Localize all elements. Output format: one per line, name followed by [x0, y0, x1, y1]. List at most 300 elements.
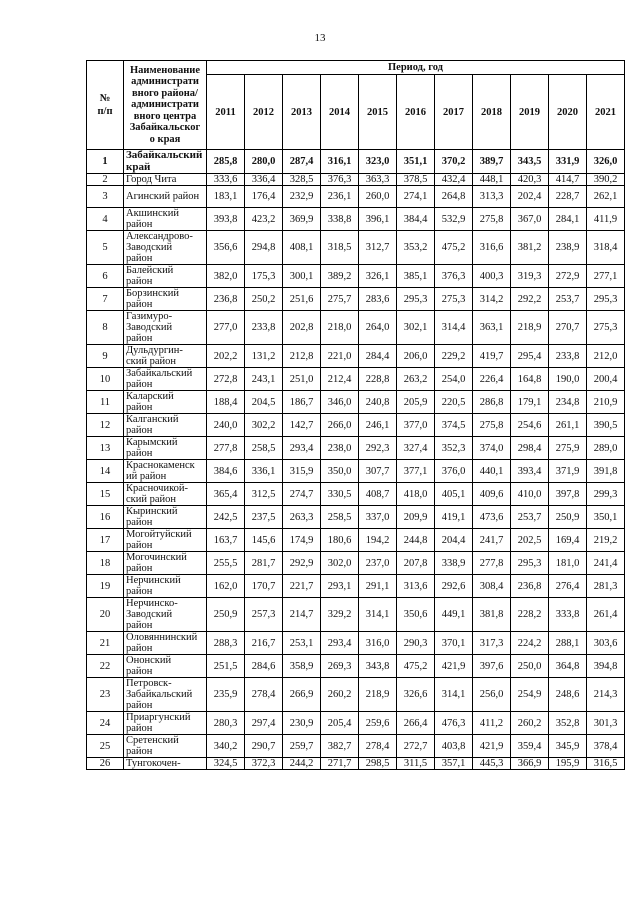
value-cell: 350,6 [397, 598, 435, 632]
value-cell: 366,9 [511, 758, 549, 770]
value-cell: 302,2 [245, 414, 283, 437]
district-name-line: Тунгокочен- [126, 758, 181, 769]
value-cell: 221,0 [321, 345, 359, 368]
district-name [124, 437, 207, 460]
value-cell: 475,2 [397, 655, 435, 678]
district-name-line: Забайкальский [126, 149, 203, 161]
value-cell: 266,4 [397, 712, 435, 735]
value-cell: 319,3 [511, 265, 549, 288]
value-cell: 216,7 [245, 632, 283, 655]
table-row [87, 483, 625, 506]
value-cell: 397,6 [473, 655, 511, 678]
district-name-line: район [126, 746, 153, 757]
value-cell: 473,6 [473, 506, 511, 529]
value-cell: 235,9 [207, 678, 245, 712]
value-cell: 298,5 [359, 758, 397, 770]
value-cell: 260,2 [321, 678, 359, 712]
district-name-line: Забайкальский [126, 689, 193, 700]
header-name-line: Забайкальског [129, 122, 201, 134]
row-number: 11 [87, 391, 124, 414]
value-cell: 188,4 [207, 391, 245, 414]
value-cell: 250,0 [511, 655, 549, 678]
value-cell: 266,9 [283, 678, 321, 712]
value-cell: 234,8 [549, 391, 587, 414]
district-name-line: район [126, 540, 153, 551]
value-cell: 381,2 [511, 231, 549, 265]
district-name [124, 712, 207, 735]
value-cell: 253,1 [283, 632, 321, 655]
value-cell: 314,4 [435, 311, 473, 345]
district-name-line: Город Чита [126, 174, 177, 185]
value-cell: 207,8 [397, 552, 435, 575]
value-cell: 255,5 [207, 552, 245, 575]
value-cell: 228,7 [549, 186, 587, 208]
header-number-line: № [99, 93, 111, 104]
value-cell: 131,2 [245, 345, 283, 368]
value-cell: 313,3 [473, 186, 511, 208]
value-cell: 384,4 [397, 208, 435, 231]
header-name-line: вного центра [133, 110, 197, 122]
value-cell: 272,7 [397, 735, 435, 758]
district-name-line: Каларский [126, 391, 174, 402]
district-name [124, 552, 207, 575]
value-cell: 251,6 [283, 288, 321, 311]
value-cell: 338,8 [321, 208, 359, 231]
value-cell: 371,9 [549, 460, 587, 483]
table-row [87, 712, 625, 735]
value-cell: 377,0 [397, 414, 435, 437]
table-row [87, 506, 625, 529]
value-cell: 445,3 [473, 758, 511, 770]
header-number-line: п/п [97, 106, 113, 117]
value-cell: 295,4 [511, 345, 549, 368]
value-cell: 377,1 [397, 460, 435, 483]
value-cell: 376,0 [435, 460, 473, 483]
value-cell: 374,5 [435, 414, 473, 437]
district-name-line: Дульдургин- [126, 345, 183, 356]
value-cell: 312,7 [359, 231, 397, 265]
value-cell: 330,5 [321, 483, 359, 506]
value-cell: 293,4 [321, 632, 359, 655]
value-cell: 410,0 [511, 483, 549, 506]
row-number: 2 [87, 174, 124, 186]
value-cell: 390,5 [587, 414, 625, 437]
value-cell: 378,5 [397, 174, 435, 186]
value-cell: 214,3 [587, 678, 625, 712]
value-cell: 414,7 [549, 174, 587, 186]
district-name [124, 678, 207, 712]
value-cell: 202,5 [511, 529, 549, 552]
row-number: 6 [87, 265, 124, 288]
district-name-line: Балейский [126, 265, 174, 276]
value-cell: 475,2 [435, 231, 473, 265]
value-cell: 258,5 [245, 437, 283, 460]
district-name-line: район [126, 425, 153, 436]
value-cell: 236,8 [207, 288, 245, 311]
table-row [87, 678, 625, 712]
value-cell: 237,0 [359, 552, 397, 575]
value-cell: 281,7 [245, 552, 283, 575]
value-cell: 326,0 [587, 150, 625, 174]
value-cell: 333,6 [207, 174, 245, 186]
table-row [87, 311, 625, 345]
value-cell: 209,9 [397, 506, 435, 529]
district-name-line: Оловяннинский [126, 632, 198, 643]
value-cell: 275,9 [549, 437, 587, 460]
value-cell: 224,2 [511, 632, 549, 655]
value-cell: 241,4 [587, 552, 625, 575]
district-name-line: район [126, 700, 153, 711]
value-cell: 394,8 [587, 655, 625, 678]
value-cell: 292,3 [359, 437, 397, 460]
header-name-line: Наименование [130, 64, 200, 76]
row-number: 1 [87, 150, 124, 174]
table-row [87, 368, 625, 391]
value-cell: 261,4 [587, 598, 625, 632]
value-cell: 343,5 [511, 150, 549, 174]
value-cell: 275,8 [473, 414, 511, 437]
value-cell: 212,4 [321, 368, 359, 391]
value-cell: 290,7 [245, 735, 283, 758]
value-cell: 175,3 [245, 265, 283, 288]
value-cell: 385,1 [397, 265, 435, 288]
value-cell: 337,0 [359, 506, 397, 529]
value-cell: 244,2 [283, 758, 321, 770]
table-body [87, 150, 625, 770]
district-name-line: Нерчинско- [126, 598, 178, 609]
value-cell: 221,7 [283, 575, 321, 598]
value-cell: 294,8 [245, 231, 283, 265]
value-cell: 262,1 [587, 186, 625, 208]
table-row [87, 391, 625, 414]
value-cell: 291,1 [359, 575, 397, 598]
district-name-line: Борзинский [126, 288, 180, 299]
table-row [87, 632, 625, 655]
table-row [87, 460, 625, 483]
value-cell: 300,1 [283, 265, 321, 288]
value-cell: 277,8 [207, 437, 245, 460]
value-cell: 336,1 [245, 460, 283, 483]
value-cell: 293,1 [321, 575, 359, 598]
value-cell: 356,6 [207, 231, 245, 265]
value-cell: 218,9 [511, 311, 549, 345]
value-cell: 352,8 [549, 712, 587, 735]
value-cell: 275,3 [435, 288, 473, 311]
value-cell: 236,8 [511, 575, 549, 598]
district-name-line: Заводский [126, 242, 173, 253]
district-name [124, 598, 207, 632]
value-cell: 316,5 [587, 758, 625, 770]
row-number: 14 [87, 460, 124, 483]
district-name-line: район [126, 379, 153, 390]
table-row [87, 735, 625, 758]
value-cell: 253,7 [549, 288, 587, 311]
district-name-line: Нерчинский [126, 575, 181, 586]
row-number: 13 [87, 437, 124, 460]
value-cell: 261,1 [549, 414, 587, 437]
value-cell: 232,9 [283, 186, 321, 208]
value-cell: 275,8 [473, 208, 511, 231]
value-cell: 274,7 [283, 483, 321, 506]
value-cell: 297,4 [245, 712, 283, 735]
value-cell: 260,0 [359, 186, 397, 208]
row-number: 22 [87, 655, 124, 678]
value-cell: 323,0 [359, 150, 397, 174]
value-cell: 411,2 [473, 712, 511, 735]
table-row [87, 598, 625, 632]
header-year: 2019 [511, 75, 549, 150]
value-cell: 237,5 [245, 506, 283, 529]
value-cell: 183,1 [207, 186, 245, 208]
header-year: 2012 [245, 75, 283, 150]
value-cell: 340,2 [207, 735, 245, 758]
district-name-line: Забайкальский [126, 368, 193, 379]
district-name-line: район [126, 666, 153, 677]
value-cell: 390,2 [587, 174, 625, 186]
table-row [87, 150, 625, 174]
table-row [87, 552, 625, 575]
district-name [124, 288, 207, 311]
value-cell: 303,6 [587, 632, 625, 655]
district-name-line: Могойтуйский [126, 529, 192, 540]
table-row [87, 174, 625, 186]
value-cell: 382,7 [321, 735, 359, 758]
value-cell: 179,1 [511, 391, 549, 414]
value-cell: 180,6 [321, 529, 359, 552]
value-cell: 298,4 [511, 437, 549, 460]
district-name [124, 186, 207, 208]
table-row [87, 345, 625, 368]
district-name-line: Калганский [126, 414, 179, 425]
value-cell: 280,0 [245, 150, 283, 174]
table-row [87, 437, 625, 460]
value-cell: 318,5 [321, 231, 359, 265]
value-cell: 391,8 [587, 460, 625, 483]
row-number: 9 [87, 345, 124, 368]
value-cell: 317,3 [473, 632, 511, 655]
value-cell: 269,3 [321, 655, 359, 678]
value-cell: 532,9 [435, 208, 473, 231]
value-cell: 397,8 [549, 483, 587, 506]
district-name-line: ий район [126, 471, 167, 482]
value-cell: 240,8 [359, 391, 397, 414]
value-cell: 241,7 [473, 529, 511, 552]
value-cell: 333,8 [549, 598, 587, 632]
row-number: 12 [87, 414, 124, 437]
value-cell: 218,9 [359, 678, 397, 712]
value-cell: 312,5 [245, 483, 283, 506]
value-cell: 259,6 [359, 712, 397, 735]
value-cell: 233,8 [549, 345, 587, 368]
value-cell: 314,1 [435, 678, 473, 712]
value-cell: 449,1 [435, 598, 473, 632]
row-number: 16 [87, 506, 124, 529]
value-cell: 228,8 [359, 368, 397, 391]
value-cell: 242,5 [207, 506, 245, 529]
value-cell: 246,1 [359, 414, 397, 437]
value-cell: 248,6 [549, 678, 587, 712]
value-cell: 257,3 [245, 598, 283, 632]
value-cell: 346,0 [321, 391, 359, 414]
value-cell: 251,0 [283, 368, 321, 391]
value-cell: 280,3 [207, 712, 245, 735]
value-cell: 238,0 [321, 437, 359, 460]
value-cell: 281,3 [587, 575, 625, 598]
value-cell: 219,2 [587, 529, 625, 552]
district-name-line: Заводский [126, 322, 173, 333]
row-number: 15 [87, 483, 124, 506]
value-cell: 292,9 [283, 552, 321, 575]
header-year: 2016 [397, 75, 435, 150]
value-cell: 324,5 [207, 758, 245, 770]
district-name-line: район [126, 586, 153, 597]
district-name [124, 529, 207, 552]
value-cell: 277,0 [207, 311, 245, 345]
value-cell: 277,8 [473, 552, 511, 575]
value-cell: 370,1 [435, 632, 473, 655]
value-cell: 411,9 [587, 208, 625, 231]
value-cell: 384,6 [207, 460, 245, 483]
value-cell: 326,6 [397, 678, 435, 712]
value-cell: 276,4 [549, 575, 587, 598]
value-cell: 254,0 [435, 368, 473, 391]
district-name-line: район [126, 253, 153, 264]
district-name-line: район [126, 723, 153, 734]
value-cell: 295,3 [587, 288, 625, 311]
header-name [124, 61, 207, 150]
district-name-line: район [126, 643, 153, 654]
header-name-line: вного района/ [132, 87, 198, 99]
district-name [124, 414, 207, 437]
value-cell: 228,2 [511, 598, 549, 632]
value-cell: 350,1 [587, 506, 625, 529]
district-name-line: Могочинский [126, 552, 187, 563]
header-year: 2018 [473, 75, 511, 150]
header-year: 2013 [283, 75, 321, 150]
district-name-line: район [126, 299, 153, 310]
value-cell: 212,0 [587, 345, 625, 368]
row-number: 17 [87, 529, 124, 552]
value-cell: 389,7 [473, 150, 511, 174]
value-cell: 170,7 [245, 575, 283, 598]
value-cell: 244,8 [397, 529, 435, 552]
table-row [87, 231, 625, 265]
value-cell: 164,8 [511, 368, 549, 391]
value-cell: 295,3 [511, 552, 549, 575]
value-cell: 258,5 [321, 506, 359, 529]
value-cell: 351,1 [397, 150, 435, 174]
value-cell: 372,3 [245, 758, 283, 770]
value-cell: 195,9 [549, 758, 587, 770]
value-cell: 314,1 [359, 598, 397, 632]
value-cell: 420,3 [511, 174, 549, 186]
value-cell: 418,0 [397, 483, 435, 506]
table-row [87, 575, 625, 598]
value-cell: 315,9 [283, 460, 321, 483]
district-name [124, 575, 207, 598]
value-cell: 289,0 [587, 437, 625, 460]
value-cell: 229,2 [435, 345, 473, 368]
value-cell: 272,9 [549, 265, 587, 288]
district-name-line: район [126, 402, 153, 413]
value-cell: 286,8 [473, 391, 511, 414]
value-cell: 376,3 [435, 265, 473, 288]
data-table [86, 60, 625, 770]
district-name [124, 150, 207, 174]
header-row-period [87, 61, 625, 75]
row-number: 5 [87, 231, 124, 265]
header-year: 2021 [587, 75, 625, 150]
value-cell: 226,4 [473, 368, 511, 391]
table-row [87, 529, 625, 552]
value-cell: 256,0 [473, 678, 511, 712]
value-cell: 382,0 [207, 265, 245, 288]
value-cell: 254,6 [511, 414, 549, 437]
value-cell: 314,2 [473, 288, 511, 311]
value-cell: 250,2 [245, 288, 283, 311]
value-cell: 338,9 [435, 552, 473, 575]
district-name-line: Газимуро- [126, 311, 173, 322]
value-cell: 263,2 [397, 368, 435, 391]
value-cell: 409,6 [473, 483, 511, 506]
value-cell: 186,7 [283, 391, 321, 414]
value-cell: 202,4 [511, 186, 549, 208]
row-number: 4 [87, 208, 124, 231]
value-cell: 476,3 [435, 712, 473, 735]
value-cell: 271,7 [321, 758, 359, 770]
value-cell: 374,0 [473, 437, 511, 460]
value-cell: 236,1 [321, 186, 359, 208]
district-name-line: Агинский район [126, 191, 200, 202]
value-cell: 419,7 [473, 345, 511, 368]
value-cell: 292,2 [511, 288, 549, 311]
value-cell: 343,8 [359, 655, 397, 678]
value-cell: 389,2 [321, 265, 359, 288]
value-cell: 432,4 [435, 174, 473, 186]
value-cell: 408,7 [359, 483, 397, 506]
value-cell: 174,9 [283, 529, 321, 552]
value-cell: 264,0 [359, 311, 397, 345]
district-name-line: район [126, 517, 153, 528]
value-cell: 181,0 [549, 552, 587, 575]
value-cell: 311,5 [397, 758, 435, 770]
value-cell: 253,7 [511, 506, 549, 529]
value-cell: 357,1 [435, 758, 473, 770]
value-cell: 393,8 [207, 208, 245, 231]
value-cell: 367,0 [511, 208, 549, 231]
district-name-line: Приаргунский [126, 712, 191, 723]
value-cell: 277,1 [587, 265, 625, 288]
district-name-line: край [126, 160, 151, 173]
district-name [124, 368, 207, 391]
value-cell: 350,0 [321, 460, 359, 483]
header-year: 2015 [359, 75, 397, 150]
header-year: 2020 [549, 75, 587, 150]
district-name [124, 231, 207, 265]
table-row [87, 288, 625, 311]
value-cell: 359,4 [511, 735, 549, 758]
value-cell: 423,2 [245, 208, 283, 231]
district-name-line: Александрово- [126, 231, 193, 242]
value-cell: 190,0 [549, 368, 587, 391]
row-number: 24 [87, 712, 124, 735]
value-cell: 212,8 [283, 345, 321, 368]
value-cell: 272,8 [207, 368, 245, 391]
value-cell: 307,7 [359, 460, 397, 483]
row-number: 19 [87, 575, 124, 598]
value-cell: 284,4 [359, 345, 397, 368]
district-name-line: Акшинский [126, 208, 180, 219]
